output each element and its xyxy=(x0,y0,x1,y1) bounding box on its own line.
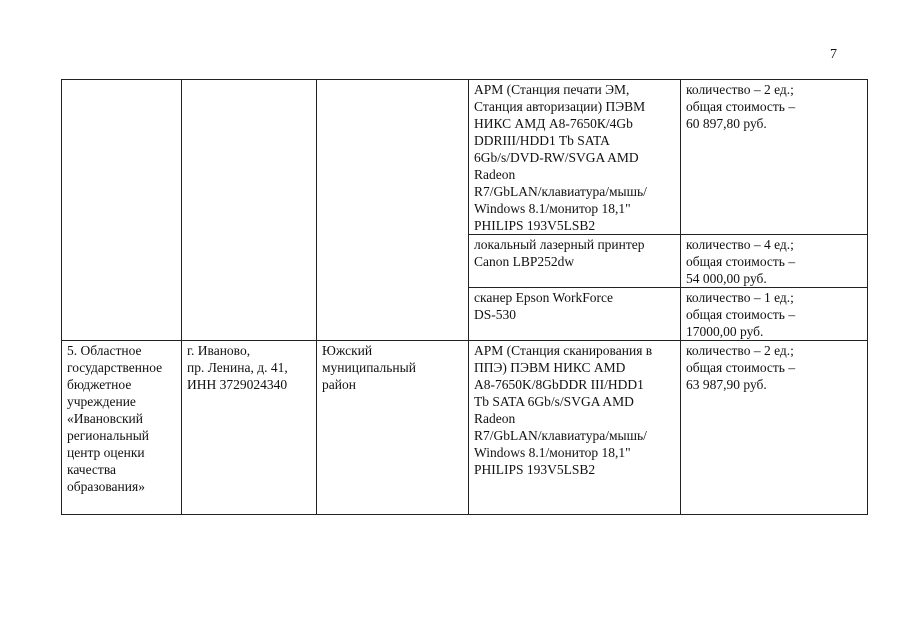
equipment-cell: АРМ (Станция печати ЭМ, Станция авторизации) ПЭВМ НИКС АМД А8-7650К/4Gb DDRIII/HDD1 Tb SATA 6Gb/s/DVD-RW/SVGA AMD Radeon R7/GbLAN/клавиатура/мышь/ Windows 8.1/монитор 18,1" PHILIPS 193V5LSB2 xyxy=(469,80,681,235)
district-cell-empty xyxy=(317,80,469,341)
address-cell-empty xyxy=(182,80,317,341)
organization-cell: 5. Областное государственное бюджетное учреждение «Ивановский региональный центр оценки качества образования» xyxy=(62,341,182,515)
address-cell: г. Иваново, пр. Ленина, д. 41, ИНН 3729024340 xyxy=(182,341,317,515)
district-cell: Южский муниципальный район xyxy=(317,341,469,515)
equipment-table xyxy=(61,79,868,515)
quantity-cost-cell: количество – 1 ед.; общая стоимость – 17000,00 руб. xyxy=(681,288,868,341)
equipment-cell: АРМ (Станция сканирования в ППЭ) ПЭВМ НИКС AMD A8-7650K/8GbDDR III/HDD1 Tb SATA 6Gb/s/SVGA AMD Radeon R7/GbLAN/клавиатура/мышь/ Windows 8.1/монитор 18,1" PHILIPS 193V5LSB2 xyxy=(469,341,681,515)
equipment-cell: сканер Epson WorkForce DS-530 xyxy=(469,288,681,341)
quantity-cost-cell: количество – 4 ед.; общая стоимость – 54 000,00 руб. xyxy=(681,235,868,288)
table-row xyxy=(62,341,868,515)
quantity-cost-cell: количество – 2 ед.; общая стоимость – 60 897,80 руб. xyxy=(681,80,868,235)
quantity-cost-cell: количество – 2 ед.; общая стоимость – 63 987,90 руб. xyxy=(681,341,868,515)
page-number: 7 xyxy=(830,47,837,62)
organization-cell-empty xyxy=(62,80,182,341)
table-row xyxy=(62,80,868,235)
equipment-cell: локальный лазерный принтер Canon LBP252dw xyxy=(469,235,681,288)
